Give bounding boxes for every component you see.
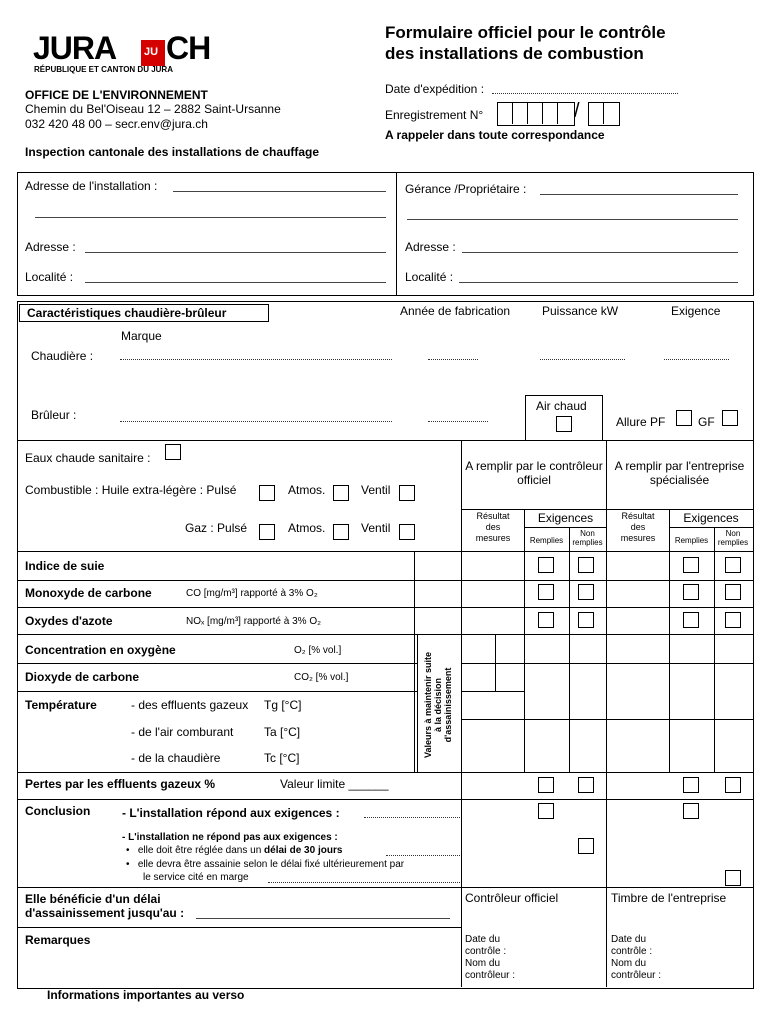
- losses-label: Pertes par les effluents gazeux %: [25, 777, 216, 791]
- burner-label: Brûleur :: [31, 408, 77, 422]
- co2-unit: CO₂ [% vol.]: [294, 672, 349, 683]
- date-field[interactable]: [492, 93, 678, 94]
- boiler-brand-field[interactable]: [120, 359, 392, 360]
- important-info-note: Informations importantes au verso: [47, 988, 245, 1002]
- company-soot-notmet-checkbox[interactable]: [725, 557, 741, 573]
- bullet-one: • elle doit être réglée dans un délai de 30 jours: [126, 845, 343, 856]
- logo-text-left: JURA: [33, 30, 117, 66]
- bullet-two: • elle devra être assainie selon le délai fixé ultérieurement par: [126, 859, 405, 870]
- company-date-name: Date du contrôle : Nom du contrôleur :: [611, 934, 662, 981]
- temp-gas-symbol: Tg [°C]: [264, 698, 302, 712]
- burner-brand-field[interactable]: [120, 421, 392, 422]
- company-column-header: A remplir par l'entreprise spécialisée: [614, 459, 745, 487]
- conclusion-nok-checkbox[interactable]: [578, 838, 594, 854]
- nox-unit: NOₓ [mg/m³] rapporté à 3% O₂: [186, 616, 321, 627]
- o2-label: Concentration en oxygène: [25, 643, 176, 657]
- hot-water-checkbox[interactable]: [165, 444, 181, 460]
- office-contact: 032 420 48 00 – secr.env@jura.ch: [25, 117, 208, 131]
- burner-year-field[interactable]: [428, 421, 488, 422]
- company-nox-met-checkbox[interactable]: [683, 612, 699, 628]
- company-nox-notmet-checkbox[interactable]: [725, 612, 741, 628]
- installation-localite-field[interactable]: [85, 282, 386, 283]
- characteristics-heading: Caractéristiques chaudière-brûleur: [27, 306, 227, 320]
- official-met-header: Remplies: [529, 536, 564, 545]
- oil-ventil-label: Ventil: [361, 483, 391, 497]
- allure-gf-checkbox[interactable]: [722, 410, 738, 426]
- co2-label: Dioxyde de carbone: [25, 670, 140, 684]
- company-notmet-header: Non remplies: [717, 529, 749, 547]
- losses-met-checkbox[interactable]: [538, 777, 554, 793]
- controller-label: Contrôleur officiel: [465, 891, 559, 905]
- losses-limit: Valeur limite ______: [280, 777, 389, 791]
- gerance-adresse-label: Adresse :: [405, 240, 456, 254]
- delay-label-1: Elle bénéficie d'un délai: [25, 892, 161, 906]
- gas-atmos-label: Atmos.: [288, 521, 326, 535]
- requirement-header: Exigence: [671, 304, 721, 318]
- soot-label: Indice de suie: [25, 559, 105, 573]
- temp-boiler-symbol: Tc [°C]: [264, 751, 300, 765]
- gas-ventil-label: Ventil: [361, 521, 391, 535]
- official-requirements-header: Exigences: [537, 511, 594, 525]
- company-losses-notmet-checkbox[interactable]: [725, 777, 741, 793]
- vertical-note: Valeurs à maintenir suite à la décision d'assainissement: [423, 651, 453, 759]
- installation-adresse-field[interactable]: [85, 252, 386, 253]
- temperature-label: Température: [25, 698, 97, 712]
- form-title-line1: Formulaire officiel pour le contrôle: [385, 23, 666, 42]
- company-met-header: Remplies: [674, 536, 709, 545]
- controller-date-name: Date du contrôle : Nom du contrôleur :: [465, 934, 516, 981]
- gas-ventil-checkbox[interactable]: [399, 524, 415, 540]
- installation-localite-label: Localité :: [25, 270, 74, 284]
- gerance-adresse-field[interactable]: [462, 252, 738, 253]
- nox-met-checkbox[interactable]: [538, 612, 554, 628]
- company-result-header: Résultat des mesures: [620, 511, 656, 543]
- registration-label: Enregistrement N°: [385, 108, 484, 122]
- allure-label: Allure PF: [616, 415, 666, 429]
- gf-label: GF: [698, 415, 715, 429]
- gas-label: Gaz : Pulsé: [185, 521, 248, 535]
- official-result-header: Résultat des mesures: [475, 511, 511, 543]
- soot-met-checkbox[interactable]: [538, 557, 554, 573]
- delay-label-2: d'assainissement jusqu'au :: [25, 906, 185, 920]
- logo-subtitle: RÉPUBLIQUE ET CANTON DU JURA: [34, 65, 173, 74]
- company-conclusion-nok-checkbox[interactable]: [725, 870, 741, 886]
- form-title-line2: des installations de combustion: [385, 44, 644, 63]
- installation-address-field-2[interactable]: [35, 217, 386, 218]
- installation-address-field[interactable]: [173, 191, 386, 192]
- soot-notmet-checkbox[interactable]: [578, 557, 594, 573]
- temp-boiler-label: - de la chaudière: [131, 751, 221, 765]
- nox-notmet-checkbox[interactable]: [578, 612, 594, 628]
- gerance-field[interactable]: [540, 194, 738, 195]
- boiler-power-field[interactable]: [540, 359, 625, 360]
- conclusion-ok-checkbox[interactable]: [538, 803, 554, 819]
- co-notmet-checkbox[interactable]: [578, 584, 594, 600]
- conclusion-label: Conclusion: [25, 804, 91, 818]
- allure-pf-checkbox[interactable]: [676, 410, 692, 426]
- conclusion-nok-text: - L'installation ne répond pas aux exigences :: [122, 832, 338, 843]
- company-requirements-header: Exigences: [683, 511, 739, 525]
- logo-text-right: CH: [166, 30, 211, 66]
- oil-atmos-checkbox[interactable]: [333, 485, 349, 501]
- bullet-two-cont: le service cité en marge: [143, 872, 249, 883]
- stamp-label: Timbre de l'entreprise: [611, 891, 727, 905]
- gerance-localite-field[interactable]: [459, 282, 738, 283]
- gas-atmos-checkbox[interactable]: [333, 524, 349, 540]
- co-met-checkbox[interactable]: [538, 584, 554, 600]
- company-co-met-checkbox[interactable]: [683, 584, 699, 600]
- oil-pulse-checkbox[interactable]: [259, 485, 275, 501]
- company-soot-met-checkbox[interactable]: [683, 557, 699, 573]
- hot-air-checkbox[interactable]: [556, 416, 572, 432]
- hot-air-label: Air chaud: [536, 399, 587, 413]
- boiler-year-field[interactable]: [428, 359, 478, 360]
- office-name: OFFICE DE L'ENVIRONNEMENT: [25, 88, 208, 102]
- inspection-title: Inspection cantonale des installations de chauffage: [25, 145, 320, 159]
- fuel-oil-label: Combustible : Huile extra-légère : Pulsé: [25, 483, 237, 497]
- oil-ventil-checkbox[interactable]: [399, 485, 415, 501]
- power-header: Puissance kW: [542, 304, 619, 318]
- temp-air-symbol: Ta [°C]: [264, 725, 301, 739]
- o2-unit: O₂ [% vol.]: [294, 645, 342, 656]
- gerance-localite-label: Localité :: [405, 270, 454, 284]
- office-address: Chemin du Bel'Oiseau 12 – 2882 Saint-Ursanne: [25, 102, 281, 116]
- company-conclusion-ok-checkbox[interactable]: [683, 803, 699, 819]
- boiler-requirement-field[interactable]: [664, 359, 729, 360]
- official-column-header: A remplir par le contrôleur officiel: [465, 459, 603, 487]
- gas-pulse-checkbox[interactable]: [259, 524, 275, 540]
- nox-label: Oxydes d'azote: [25, 614, 113, 628]
- boiler-label: Chaudière :: [31, 349, 94, 363]
- delay-date-field[interactable]: [196, 918, 450, 919]
- temp-gas-label: - des effluents gazeux: [131, 698, 249, 712]
- gerance-label: Gérance /Propriétaire :: [405, 182, 527, 196]
- remarks-label: Remarques: [25, 933, 91, 947]
- year-header: Année de fabrication: [400, 304, 511, 318]
- installation-adresse-label: Adresse :: [25, 240, 76, 254]
- installation-address-label: Adresse de l'installation :: [25, 179, 158, 193]
- gerance-field-2[interactable]: [407, 219, 738, 220]
- logo-mark: JU: [141, 40, 165, 66]
- conclusion-ok-text: - L'installation répond aux exigences :: [122, 806, 340, 820]
- oil-atmos-label: Atmos.: [288, 483, 326, 497]
- company-co-notmet-checkbox[interactable]: [725, 584, 741, 600]
- date-label: Date d'expédition :: [385, 82, 485, 96]
- co-unit: CO [mg/m³] rapporté à 3% O₂: [186, 588, 318, 599]
- temp-air-label: - de l'air comburant: [131, 725, 234, 739]
- co-label: Monoxyde de carbone: [25, 586, 152, 600]
- official-notmet-header: Non remplies: [572, 529, 603, 547]
- hot-water-label: Eaux chaude sanitaire :: [25, 451, 151, 465]
- reminder-text: A rappeler dans toute correspondance: [385, 128, 605, 142]
- losses-notmet-checkbox[interactable]: [578, 777, 594, 793]
- company-losses-met-checkbox[interactable]: [683, 777, 699, 793]
- brand-label: Marque: [121, 329, 162, 343]
